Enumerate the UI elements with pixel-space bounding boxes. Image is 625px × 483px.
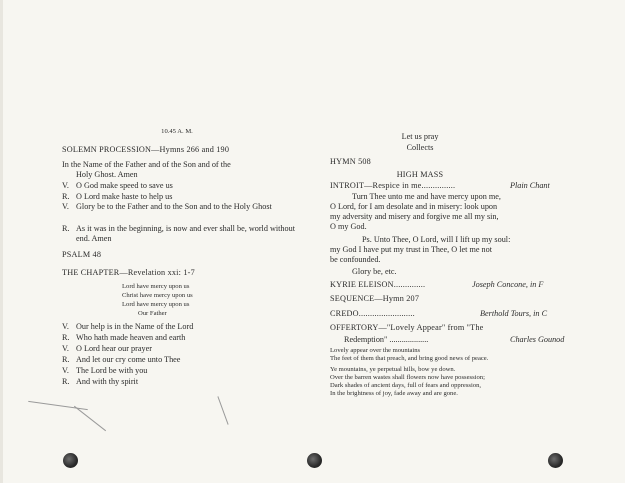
gloria-patri: Glory be, etc. [352, 267, 397, 276]
versicle-text: Glory be to the Father and to the Son and to the Holy Ghost [76, 202, 272, 211]
versicle-text: O God make speed to save us [76, 181, 173, 190]
anthem-line: Lovely appear over the mountains [330, 347, 421, 354]
kyrie-composer: Joseph Concone, in F [472, 280, 544, 289]
psalm-verse-line: my God I have put my trust in Thee, O let me not [330, 245, 492, 254]
response-label: V. [62, 344, 69, 353]
response [62, 333, 302, 343]
binder-hole-icon [548, 453, 563, 468]
credo-heading: CREDO......................... [330, 309, 415, 318]
service-time: 10.45 A. M. [161, 128, 193, 135]
psalm-verse-line: Ps. Unto Thee, O Lord, will I lift up my soul: [362, 235, 511, 244]
introit-composer: Plain Chant [510, 181, 550, 190]
versicle-label: V. [62, 202, 69, 211]
versicle-text: O Lord make haste to help us [76, 192, 173, 201]
introit-text-line: Turn Thee unto me and have mercy upon me, [352, 192, 501, 201]
response-label: V. [62, 366, 69, 375]
offertory-composer: Charles Gounod [510, 335, 565, 344]
psalm-heading: PSALM 48 [62, 250, 102, 259]
our-father: Our Father [138, 310, 167, 317]
versicle-text: As it was in the beginning, is now and ever shall be, world without end. Amen [76, 224, 295, 243]
invocation-line-1: In the Name of the Father and of the Son and of the [62, 160, 231, 169]
pen-mark [74, 406, 106, 431]
pen-mark [217, 396, 228, 425]
let-us-pray: Let us pray [401, 132, 439, 141]
anthem-line: In the brightness of joy, fade away and are gone. [330, 390, 458, 397]
introit-text-line: O Lord, for I am desolate and in misery: look upon [330, 202, 498, 211]
versicle [62, 202, 302, 222]
versicle [62, 224, 302, 244]
introit-heading: INTROIT—Respice in me............... [330, 181, 456, 190]
response [62, 355, 302, 365]
response-text: Our help is in the Name of the Lord [76, 322, 194, 331]
anthem-line: Over the barren wastes shall flowers now have possession; [330, 374, 485, 381]
binder-hole-icon [307, 453, 322, 468]
high-mass-heading: HIGH MASS [396, 170, 444, 179]
response-text: And let our cry come unto Thee [76, 355, 181, 364]
response [62, 322, 302, 332]
credo-composer: Berthold Tours, in C [480, 309, 548, 318]
hymn-heading: HYMN 508 [330, 157, 371, 166]
versicle-label: V. [62, 181, 69, 190]
page-edge [0, 0, 3, 483]
response-text: And with thy spirit [76, 377, 139, 386]
versicle-label: R. [62, 224, 70, 233]
kyrie-line: Lord have mercy upon us [122, 283, 190, 290]
psalm-verse-line: be confounded. [330, 255, 381, 264]
offertory-heading-cont: Redemption" ................... [344, 335, 429, 344]
response-text: Who hath made heaven and earth [76, 333, 186, 342]
response [62, 377, 302, 387]
versicle [62, 181, 302, 191]
response [62, 366, 302, 376]
invocation-line-2: Holy Ghost. Amen [76, 170, 138, 179]
response-text: O Lord hear our prayer [76, 344, 152, 353]
anthem-line: Dark shades of ancient days, full of fears and oppression, [330, 382, 482, 389]
anthem-line: The feet of them that preach, and bring good news of peace. [330, 355, 489, 362]
introit-text-line: my adversity and misery and forgive me all my sin, [330, 212, 499, 221]
anthem-line: Ye mountains, ye perpetual hills, bow ye down. [330, 366, 456, 373]
introit-text-line: O my God. [330, 222, 367, 231]
response-label: R. [62, 355, 70, 364]
response-label: R. [62, 377, 70, 386]
kyrie-heading: KYRIE ELEISON.............. [330, 280, 426, 289]
response-label: V. [62, 322, 69, 331]
collects: Collects [406, 143, 434, 152]
procession-heading: SOLEMN PROCESSION—Hymns 266 and 190 [62, 145, 230, 154]
response-text: The Lord be with you [76, 366, 148, 375]
chapter-heading: THE CHAPTER—Revelation xxi: 1-7 [62, 268, 195, 277]
versicle [62, 192, 302, 202]
sequence-heading: SEQUENCE—Hymn 207 [330, 294, 420, 303]
response [62, 344, 302, 354]
kyrie-line: Christ have mercy upon us [122, 292, 193, 299]
response-label: R. [62, 333, 70, 342]
binder-hole-icon [63, 453, 78, 468]
versicle-label: R. [62, 192, 70, 201]
offertory-heading: OFFERTORY—"Lovely Appear" from "The [330, 323, 484, 332]
kyrie-line: Lord have mercy upon us [122, 301, 190, 308]
